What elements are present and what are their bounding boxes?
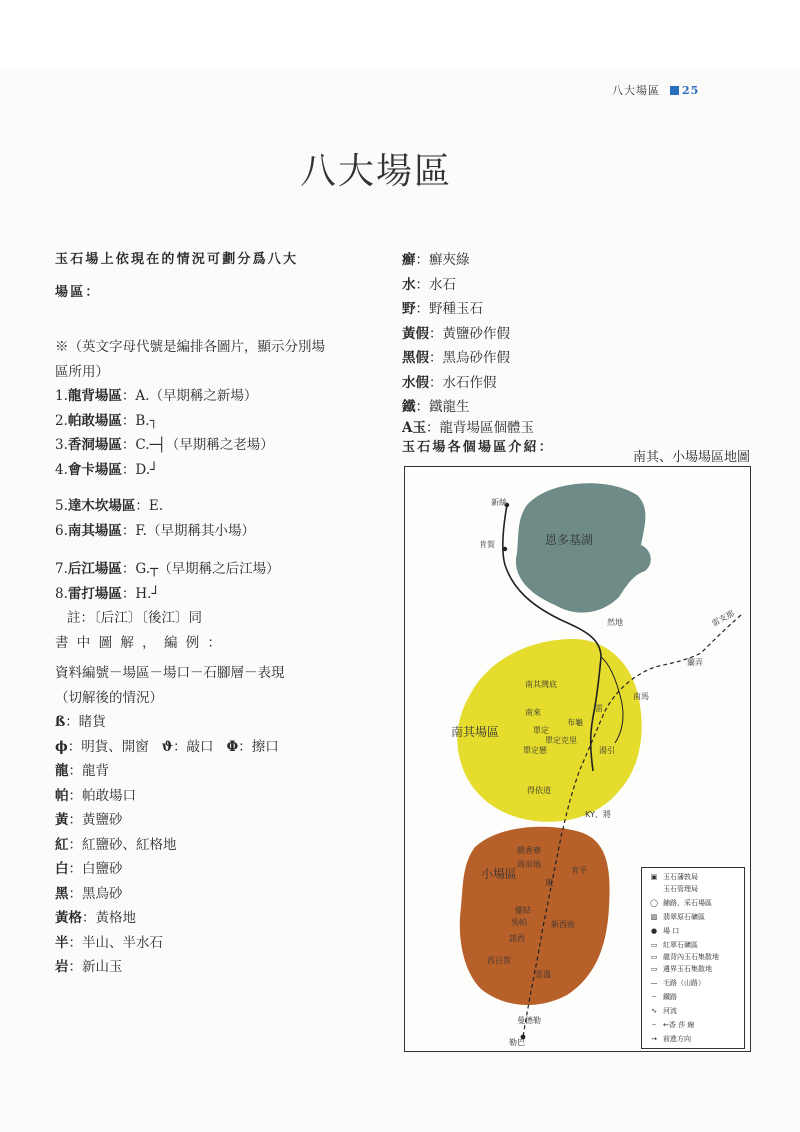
legend-item: ▣ 玉石藩敦局 bbox=[648, 872, 698, 882]
outline-icon: ◯ bbox=[650, 899, 658, 907]
legend-item: 玉石管理局 bbox=[663, 885, 698, 893]
square-icon: ▣ bbox=[650, 873, 658, 881]
area-item: 1.龍背場區：A.（早期稱之新場） bbox=[55, 388, 258, 404]
map-label: 布龜 bbox=[567, 718, 583, 727]
symbol-item: 黑假：黑烏砂作假 bbox=[402, 350, 510, 366]
symbol-item: 黑：黑烏砂 bbox=[55, 885, 123, 902]
legend-item: ▭ 龍背內玉石集散地 bbox=[648, 952, 719, 962]
map-label: 單定 bbox=[533, 726, 549, 735]
map-label: 單定懸 bbox=[523, 746, 547, 755]
symbol-item: 岩：新山玉 bbox=[55, 959, 123, 975]
rect-icon: ▭ bbox=[650, 941, 658, 949]
left-column bbox=[55, 248, 385, 980]
dash-icon: ┈ bbox=[651, 1021, 657, 1029]
map-label: 得依道 bbox=[527, 786, 551, 795]
map-label: 肯賀 bbox=[479, 540, 495, 549]
format-text: （切解後的情況） bbox=[55, 689, 163, 706]
line-icon: — bbox=[650, 979, 658, 987]
page-number: 25 bbox=[682, 84, 700, 97]
symbol-item: 龍：龍背 bbox=[55, 763, 109, 779]
running-header-section: 八大場區 bbox=[612, 84, 660, 97]
symbol-item: 半：半山、半水石 bbox=[55, 934, 163, 951]
area-item: 4.會卡場區：D.┘ bbox=[55, 461, 159, 478]
symbol-item: 癬：癬夾綠 bbox=[402, 252, 470, 268]
dash-icon: ┄ bbox=[651, 993, 657, 1001]
map-label: 戲香寮 bbox=[517, 846, 541, 855]
symbol-item: A玉：龍背場區個體玉 bbox=[402, 419, 534, 436]
section-heading: 玉石場各個場區介紹： bbox=[402, 439, 555, 455]
legend-item: ┈ ←香 莎 線 bbox=[648, 1020, 694, 1030]
map-label: 諾西 bbox=[509, 934, 525, 943]
legend-item: ┄ 鐵路 bbox=[648, 992, 677, 1002]
note-text: ※（英文字母代號是編排各圖片，顯示分別場 bbox=[55, 339, 325, 355]
area-item: 2.帕敢場區：B.┐ bbox=[55, 412, 158, 429]
square-icon bbox=[670, 86, 679, 95]
area-item: 6.南其場區：F.（早期稱其小場） bbox=[55, 522, 255, 539]
map-label: 西百賀 bbox=[487, 956, 511, 965]
legend-title: 書 中 圖 解 ， 編 例 ： bbox=[55, 634, 224, 651]
map-label: 南其灣底 bbox=[525, 680, 557, 689]
map-label: 擺結 bbox=[515, 906, 531, 915]
symbol-item: 野：野種玉石 bbox=[402, 301, 483, 317]
hatched-icon: ▨ bbox=[650, 913, 658, 921]
rect-icon: ▭ bbox=[650, 953, 658, 961]
note-text: 區所用） bbox=[55, 363, 109, 380]
map-label: 勒巴 bbox=[509, 1038, 525, 1047]
map-label: KY、將 bbox=[585, 810, 611, 819]
symbol-item: 紅：紅鹽砂、紅格地 bbox=[55, 836, 177, 853]
format-text: 資料編號－場區－場口－石腳層－表現 bbox=[55, 665, 285, 681]
map-label: 雷支那 bbox=[710, 608, 736, 629]
map-label: 新西曲 bbox=[551, 920, 575, 929]
map-label: 恩多基湖 bbox=[545, 533, 594, 547]
top-margin bbox=[0, 0, 800, 68]
note-text: 註：〔后江〕〔後江〕同 bbox=[67, 610, 202, 626]
intro-text: 場區： bbox=[55, 284, 101, 300]
map-label: 南其場區 bbox=[451, 725, 500, 739]
running-header bbox=[612, 82, 699, 98]
legend-item: — 毛路（山路） bbox=[648, 978, 705, 988]
river-icon: ∿ bbox=[651, 1007, 657, 1015]
symbol-item: 黃：黃鹽砂 bbox=[55, 812, 123, 828]
map-label: 肯平 bbox=[571, 866, 587, 875]
map-label: 新絲 bbox=[491, 498, 507, 507]
legend-item: ▭ 邊界玉石集散地 bbox=[648, 964, 712, 974]
map-label: 單定克里 bbox=[545, 736, 577, 745]
map-label: 雷 bbox=[595, 704, 603, 713]
symbol-item: 黃假：黃鹽砂作假 bbox=[402, 325, 510, 342]
map-label: 然地 bbox=[607, 618, 623, 627]
legend-item: → 前進方向 bbox=[648, 1034, 691, 1044]
symbol-item: ß：睹貨 bbox=[55, 714, 106, 730]
map bbox=[404, 466, 751, 1052]
legend-item: ▭ 紅翠石礦區 bbox=[648, 940, 698, 950]
map-label: 蘭弄 bbox=[687, 658, 703, 667]
map-label: 周帝地 bbox=[517, 860, 541, 869]
page-title: 八大場區 bbox=[299, 151, 452, 192]
area-item: 5.達木坎場區：E. bbox=[55, 498, 164, 514]
right-column bbox=[402, 248, 747, 460]
intro-text: 玉石場上依現在的情況可劃分爲八大 bbox=[55, 252, 299, 267]
map-label: 小場區 bbox=[481, 867, 518, 881]
area-item: 8.雷打場區：H.┘ bbox=[55, 585, 160, 602]
symbol-item: 帕：帕敢場口 bbox=[55, 787, 136, 804]
area-item: 3.香洞場區：C.─┤（早期稱之老場） bbox=[55, 437, 274, 453]
dot-icon: ● bbox=[650, 927, 658, 935]
map-label: 南來 bbox=[525, 708, 541, 717]
map-label: 蓮 bbox=[545, 878, 553, 887]
symbol-item: 黃格：黃格地 bbox=[55, 910, 136, 926]
arrow-right-icon: → bbox=[651, 1035, 657, 1043]
map-label: 湯引 bbox=[599, 746, 615, 755]
map-caption: 南其、小場場區地圖 bbox=[632, 450, 750, 465]
symbol-item: 鐵：鐵龍生 bbox=[402, 399, 470, 415]
symbol-item: ϕ：明貨、開窗 ϑ：敲口 Φ：擦口 bbox=[55, 738, 279, 755]
map-label: 曼德勒 bbox=[517, 1016, 541, 1025]
legend-item: ▨ 翡翠原石礦區 bbox=[648, 912, 705, 922]
map-legend bbox=[641, 867, 745, 1049]
area-item: 7.后江場區：G.┬（早期稱之后江場） bbox=[55, 561, 280, 577]
map-label: 南馬 bbox=[633, 692, 649, 701]
map-label: 喜溫 bbox=[535, 970, 551, 979]
symbol-item: 水假：水石作假 bbox=[402, 374, 497, 391]
rect-icon: ▭ bbox=[650, 965, 658, 973]
symbol-item: 水：水石 bbox=[402, 276, 456, 293]
symbol-item: 白：白鹽砂 bbox=[55, 861, 123, 877]
legend-item: ∿ 河流 bbox=[648, 1006, 677, 1016]
legend-item: ◯ 鋪路，采石場區 bbox=[648, 898, 712, 908]
map-label: 吳帕 bbox=[511, 918, 527, 927]
legend-item: ● 場 口 bbox=[648, 926, 679, 936]
